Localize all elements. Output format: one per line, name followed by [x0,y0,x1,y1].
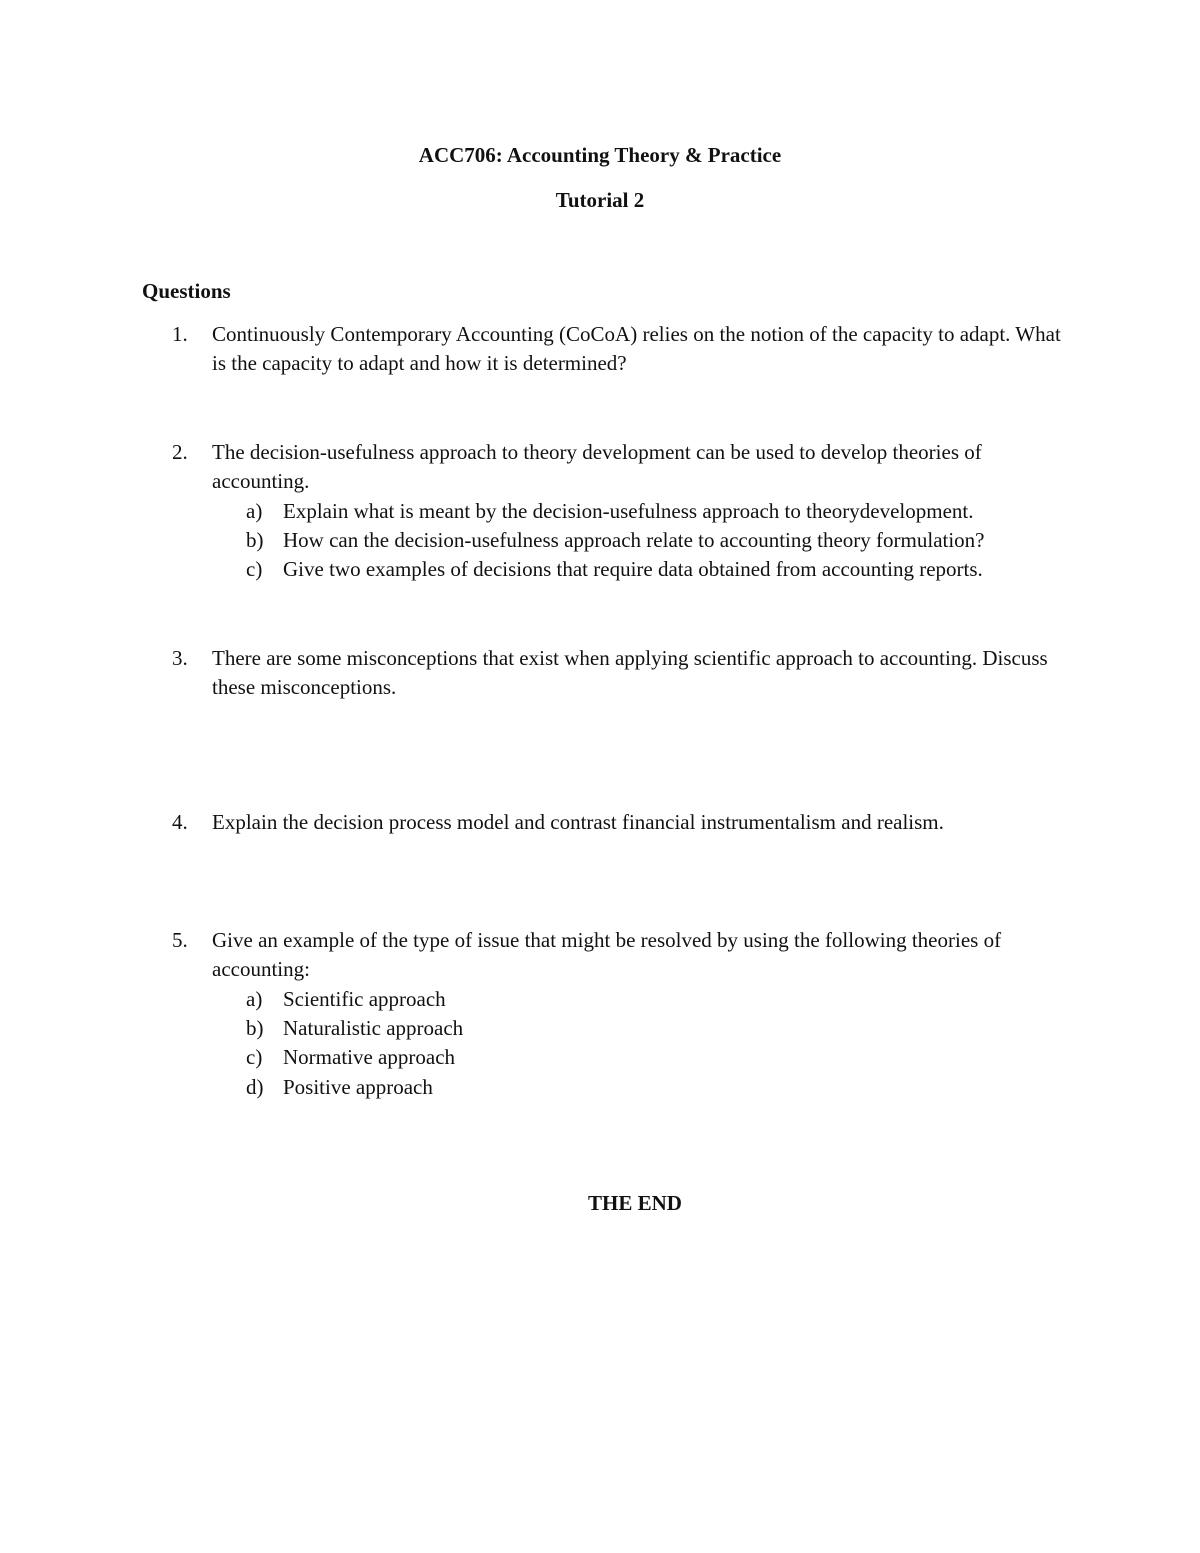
question-5 [172,926,1072,984]
sub-item [172,497,1172,526]
question-text: Continuously Contemporary Accounting (CoCoA) relies on the notion of the capacity to adapt. What is the capacity to adapt and how it is determined? [212,322,1061,375]
question-3 [172,644,1072,702]
sub-item-text: Scientific approach [283,987,446,1011]
question-text: Explain the decision process model and contrast financial instrumentalism and realism. [212,810,944,834]
question-4 [172,808,1072,837]
question-number: 5. [172,928,188,952]
sub-item [172,526,1172,555]
course-title: ACC706: Accounting Theory & Practice [418,143,782,167]
question-1 [172,320,1072,378]
question-2 [172,438,1072,496]
sub-item [172,1043,1172,1072]
question-number: 3. [172,646,188,670]
sub-item-text: Give two examples of decisions that require data obtained from accounting reports. [283,557,983,582]
sub-item-letter: b) [246,1016,264,1041]
sub-item [172,1073,1172,1102]
tutorial-title: Tutorial 2 [555,188,645,212]
the-end-label: THE END [588,1191,682,1215]
sub-item [172,1014,1172,1043]
sub-item-text: Normative approach [283,1045,456,1070]
sub-item-text: Naturalistic approach [283,1016,464,1041]
sub-item-letter: a) [246,987,263,1011]
question-5-sub-list [172,985,1172,1102]
question-text: The decision-usefulness approach to theory development can be used to develop theories of accounting. [212,440,982,493]
sub-item-letter: a) [246,499,263,523]
sub-item-letter: c) [246,557,263,582]
sub-item [172,555,1172,584]
sub-item-text: Explain what is meant by the decision-usefulness approach to theorydevelopment. [283,499,974,523]
sub-item-letter: d) [246,1074,264,1099]
question-2-sub-list [172,497,1172,585]
sub-item-text: How can the decision-usefulness approach relate to accounting theory formulation? [283,528,985,553]
question-number: 2. [172,440,188,464]
question-number: 1. [172,322,188,346]
sub-item-letter: c) [246,1045,263,1070]
question-text: There are some misconceptions that exist when applying scientific approach to accounting. Discuss these misconceptions. [212,646,1048,699]
question-number: 4. [172,810,188,834]
question-text: Give an example of the type of issue that might be resolved by using the following theories of accounting: [212,928,1002,981]
sub-item-text: Positive approach [283,1074,433,1099]
sub-item [172,985,1172,1014]
sub-item-letter: b) [246,528,264,553]
questions-heading: Questions [142,279,231,303]
